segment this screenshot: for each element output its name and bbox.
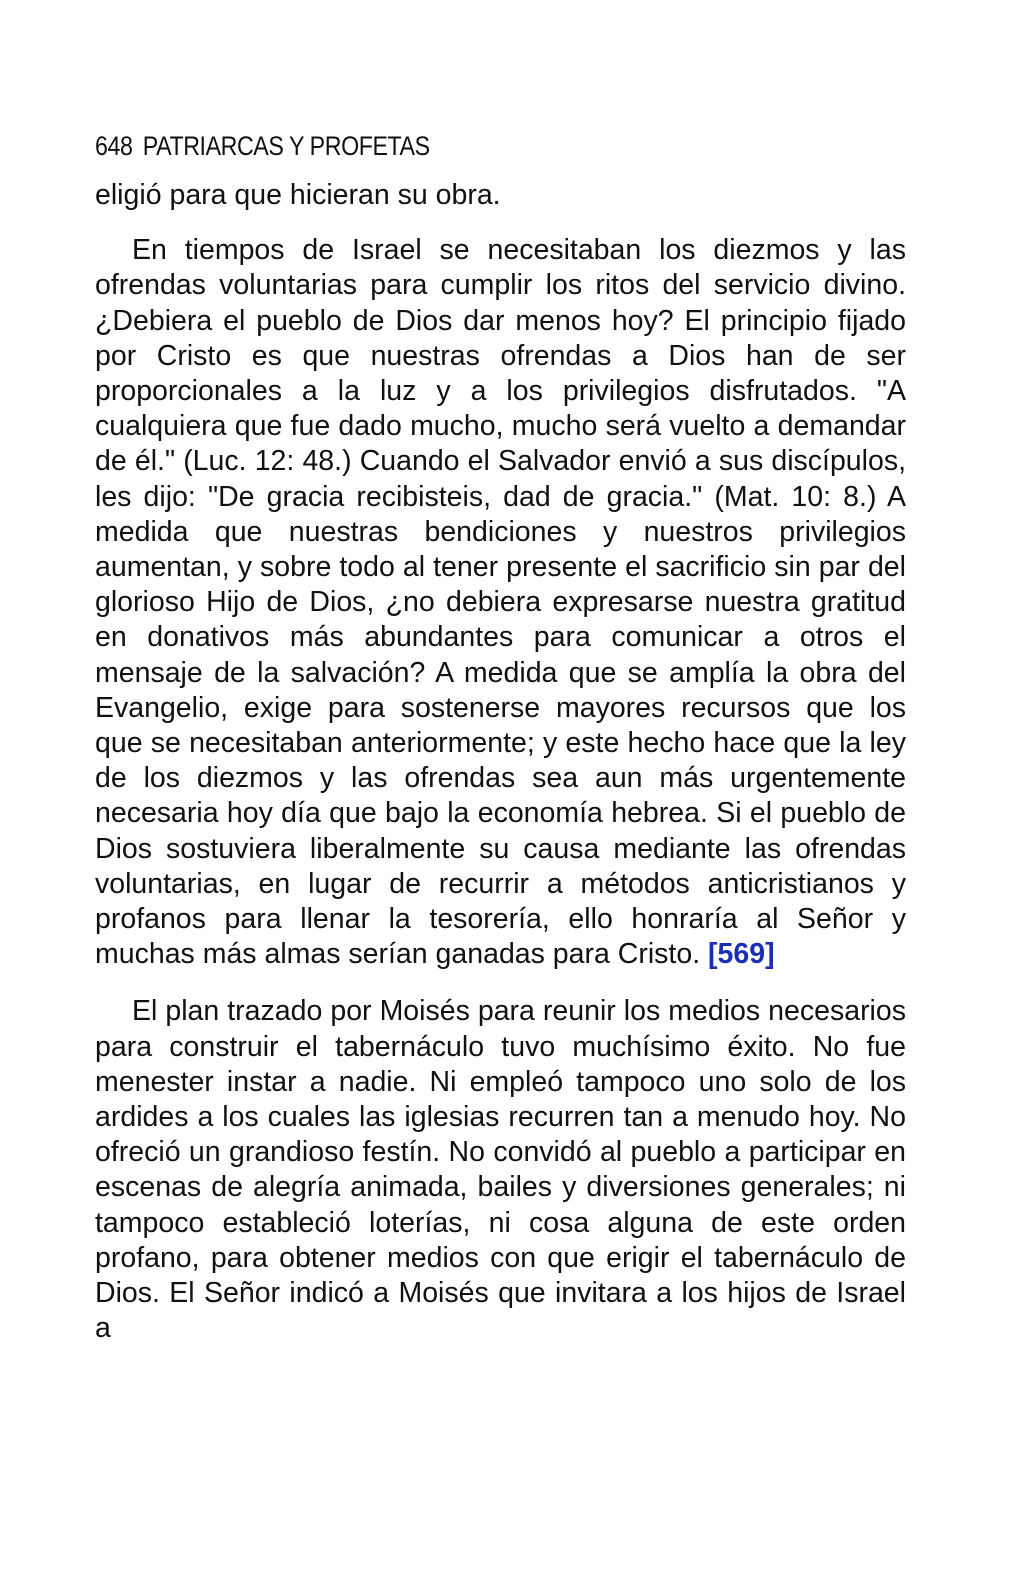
- page-number: 648: [95, 131, 133, 161]
- paragraph-tithes: [95, 233, 906, 972]
- paragraph-continuation: [95, 178, 906, 213]
- paragraph-text: eligió para que hicieran su obra.: [95, 179, 501, 211]
- page-reference-link[interactable]: [569]: [708, 938, 775, 971]
- paragraph-moses-plan: [95, 994, 906, 1346]
- paragraph-text: El plan trazado por Moisés para reunir los medios necesarios para construir el tabernáculo tuvo muchísimo éxito. No fue menester instar a nadie. Ni empleó tampoco uno solo de los ardides a los cuales las iglesias recurren tan a menudo hoy. No ofreció un grandioso festín. No convidó al pueblo a participar en escenas de alegría animada, bailes y diversiones generales; ni tampoco estableció loterías, ni cosa alguna de este orden profano, para obtener medios con que erigir el tabernáculo de Dios. El Señor indicó a Moisés que invitara a los hijos de Israel a: [95, 995, 906, 1345]
- paragraph-text: En tiempos de Israel se necesitaban los diezmos y las ofrendas voluntarias para cumplir los ritos del servicio divino. ¿Debiera el pueblo de Dios dar menos hoy? El principio fijado por Cristo es que nuestras ofrendas a Dios han de ser proporcionales a la luz y a los privilegios disfrutados. "A cualquiera que fue dado mucho, mucho será vuelto a demandar de él." (Luc. 12: 48.) Cuando el Salvador envió a sus discípulos, les dijo: "De gracia recibisteis, dad de gracia." (Mat. 10: 8.) A medida que nuestras bendiciones y nuestros privilegios aumentan, y sobre todo al tener presente el sacrificio sin par del glorioso Hijo de Dios, ¿no debiera expresarse nuestra gratitud en donativos más abundantes para comunicar a otros el mensaje de la salvación? A medida que se amplía la obra del Evangelio, exige para sostenerse mayores recursos que los que se necesitaban anteriormente; y este hecho hace que la ley de los diezmos y las ofrendas sea aun más urgentemente necesaria hoy día que bajo la economía hebrea. Si el pueblo de Dios sostuviera liberalmente su causa mediante las ofrendas voluntarias, en lugar de recurrir a métodos anticristianos y profanos para llenar la tesorería, ello honraría al Señor y muchas más almas serían ganadas para Cristo.: [95, 234, 906, 971]
- running-header: [95, 128, 792, 164]
- book-page: [95, 128, 906, 1347]
- book-title: PATRIARCAS Y PROFETAS: [142, 131, 430, 161]
